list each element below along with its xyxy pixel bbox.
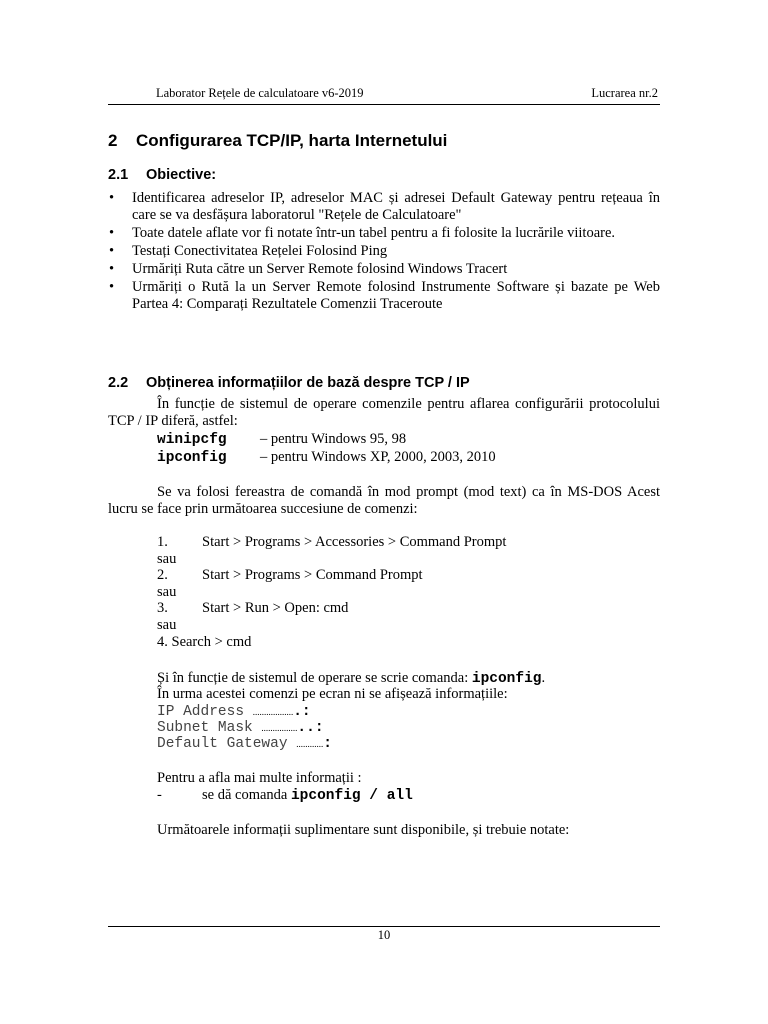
section-title: Obținerea informațiilor de bază despre TCP / IP xyxy=(146,375,470,391)
or-text: sau xyxy=(157,584,177,600)
section-heading-tcpip xyxy=(108,375,470,391)
more-info-line: Pentru a afla mai multe informații : xyxy=(157,770,362,786)
field-dots: ................ xyxy=(261,723,298,733)
step-text: Start > Programs > Command Prompt xyxy=(202,567,423,583)
field-dots: ............ xyxy=(296,739,324,749)
field-default-gateway xyxy=(157,735,332,753)
command-line-winipcfg xyxy=(157,431,406,449)
command-description: – pentru Windows XP, 2000, 2003, 2010 xyxy=(260,449,496,465)
step-number: 2. xyxy=(157,567,168,583)
intro-paragraph: În funcție de sistemul de operare comenzile pentru aflarea configurării protocolului TCP / IP diferă, astfel: xyxy=(108,396,660,429)
inline-command: ipconfig xyxy=(471,671,542,687)
field-end: : xyxy=(323,736,332,752)
chapter-title: Configurarea TCP/IP, harta Internetului xyxy=(136,131,448,150)
command-line-ipconfig xyxy=(157,449,496,467)
list-item: • Toate datele aflate vor fi notate într-un tabel pentru a fi folosite la lucrările viitoare. xyxy=(109,225,616,241)
command-name: ipconfig xyxy=(157,450,227,466)
step-text: Start > Run > Open: cmd xyxy=(202,600,349,616)
header-left: Laborator Rețele de calculatoare v6-2019 xyxy=(156,86,364,100)
list-item: • Testați Conectivitatea Rețelei Folosind Ping xyxy=(109,243,388,259)
page-number: 10 xyxy=(377,928,391,942)
inline-command: ipconfig / all xyxy=(290,788,413,804)
objectives-list xyxy=(108,190,660,314)
list-item: • Identificarea adreselor IP, adreselor MAC și adresei Default Gateway pentru rețeaua în care se va desfășura laboratorul "Rețele de Calculatoare" xyxy=(109,190,660,223)
step-text: Start > Programs > Accessories > Command Prompt xyxy=(202,534,507,550)
step-number: 3. xyxy=(157,600,168,616)
command-name: winipcfg xyxy=(157,432,227,448)
footer-divider xyxy=(108,926,660,927)
extra-info-line: Următoarele informații suplimentare sunt disponibile, și trebuie notate: xyxy=(157,822,570,838)
bullet-icon: • xyxy=(109,261,115,277)
step-3 xyxy=(157,600,348,617)
section-heading-objectives xyxy=(108,167,216,183)
section-title: Obiective: xyxy=(146,167,217,183)
step-4: 4. Search > cmd xyxy=(157,634,252,650)
list-item: • Urmăriți o Rută la un Server Remote folosind Instrumente Software și bazate pe Web Partea 4: Comparați Rezultatele Comenzii Traceroute xyxy=(109,279,660,312)
step-number: 1. xyxy=(157,534,168,550)
header-right: Lucrarea nr.2 xyxy=(591,86,658,100)
or-text: sau xyxy=(157,617,177,633)
field-end: ..: xyxy=(297,720,324,736)
result-line: În urma acestei comenzi pe ecran ni se afișează informațiile: xyxy=(157,686,508,702)
section-number: 2.1 xyxy=(108,167,129,183)
field-label: Subnet Mask xyxy=(157,720,262,736)
field-label: Default Gateway xyxy=(157,736,297,752)
field-end: .: xyxy=(293,704,311,720)
chapter-number: 2 xyxy=(108,131,118,150)
section-number: 2.2 xyxy=(108,375,129,391)
step-1 xyxy=(157,534,506,551)
or-text: sau xyxy=(157,551,177,567)
page-header xyxy=(108,86,660,105)
bullet-icon: • xyxy=(109,190,115,206)
prompt-paragraph: Se va folosi fereastra de comandă în mod prompt (mod text) ca în MS-DOS Acest lucru se face prin următoarea succesiune de comenzi: xyxy=(108,484,660,517)
bullet-icon: • xyxy=(109,279,115,295)
field-label: IP Address xyxy=(157,704,253,720)
step-2 xyxy=(157,567,423,584)
bullet-icon: • xyxy=(109,225,115,241)
field-dots: .................. xyxy=(252,707,294,717)
chapter-heading xyxy=(108,131,447,151)
command-instruction: Și în funcție de sistemul de operare se scrie comanda: ipconfig. xyxy=(157,670,546,687)
more-command-line: - se dă comanda ipconfig / all xyxy=(157,787,413,804)
bullet-icon: • xyxy=(109,243,115,259)
dash-marker: - xyxy=(157,787,162,803)
list-item: • Urmăriți Ruta către un Server Remote folosind Windows Tracert xyxy=(109,261,508,277)
command-description: – pentru Windows 95, 98 xyxy=(260,431,407,447)
